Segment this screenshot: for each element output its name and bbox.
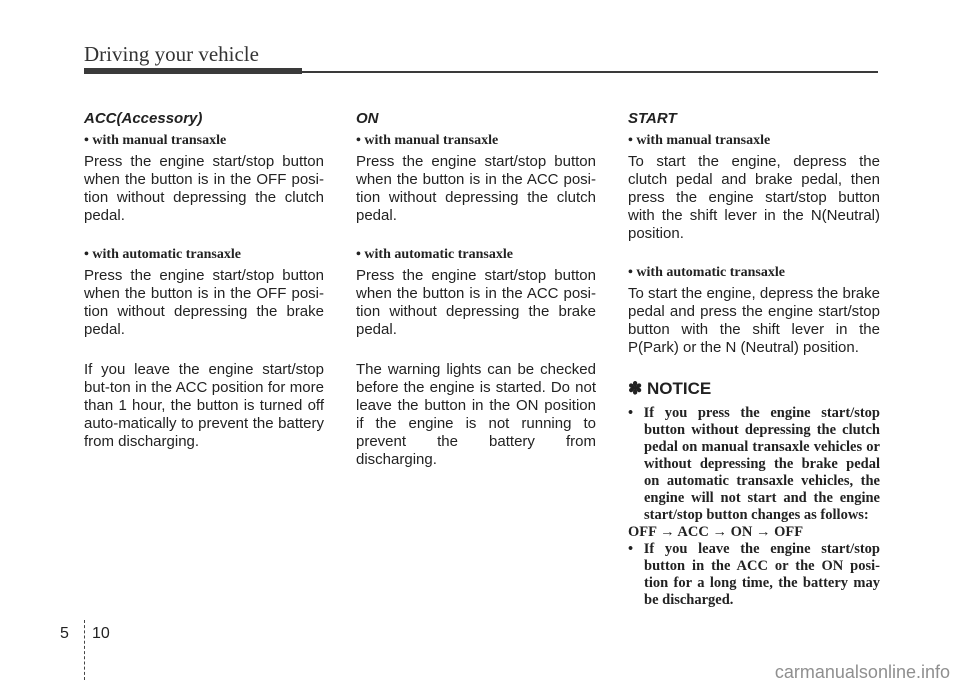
paragraph: Press the engine start/stop button when the button is in the ACC posi-tion without depressing the brake pedal. — [356, 267, 596, 338]
page-divider — [84, 620, 86, 680]
header-rule-accent — [84, 68, 302, 74]
column-start — [628, 110, 880, 609]
page-number: 10 — [92, 625, 110, 642]
subheading: • with automatic transaxle — [84, 247, 241, 262]
column-heading: ACC(Accessory) — [84, 110, 203, 127]
paragraph: To start the engine, depress the brake pedal and press the engine start/stop button with the shift lever in the P(Park) or the N (Neutral) position. — [628, 285, 880, 356]
subheading: • with automatic transaxle — [356, 247, 513, 262]
paragraph: To start the engine, depress the clutch pedal and brake pedal, then press the engine start/stop button with the shift lever in the N(Neutral) position. — [628, 153, 880, 242]
paragraph: Press the engine start/stop button when the button is in the OFF posi-tion without depressing the brake pedal. — [84, 267, 324, 338]
notice-item: • If you press the engine start/stop button without depressing the clutch pedal on manual transaxle vehicles or without depressing the brake pedal on automatic transaxle vehicles, the engine will not start and the engine start/stop button changes as follows: — [628, 405, 880, 523]
chapter-number: 5 — [60, 625, 69, 642]
paragraph: Press the engine start/stop button when the button is in the OFF posi-tion without depressing the clutch pedal. — [84, 153, 324, 224]
column-on — [356, 110, 596, 491]
notice-item: • If you leave the engine start/stop button in the ACC or the ON posi-tion for a long time, the battery may be discharged. — [628, 541, 880, 608]
notice-title: ✽ NOTICE — [628, 379, 712, 398]
paragraph: Press the engine start/stop button when the button is in the ACC posi-tion without depressing the clutch pedal. — [356, 153, 596, 224]
column-heading: START — [628, 110, 677, 127]
subheading: • with manual transaxle — [84, 133, 227, 148]
notice-sequence: OFF → ACC → ON → OFF — [628, 524, 804, 540]
watermark: carmanualsonline.info — [774, 662, 950, 682]
notice-list — [628, 405, 880, 609]
subheading: • with manual transaxle — [628, 133, 771, 148]
section-title: Driving your vehicle — [84, 42, 259, 66]
subheading: • with manual transaxle — [356, 133, 499, 148]
subheading: • with automatic transaxle — [628, 265, 785, 280]
column-heading: ON — [356, 110, 379, 127]
paragraph: If you leave the engine start/stop but-ton in the ACC position for more than 1 hour, the button is turned off auto-matically to prevent the battery from discharging. — [84, 361, 324, 450]
column-acc — [84, 110, 324, 473]
paragraph: The warning lights can be checked before the engine is started. Do not leave the button in the ON position if the engine is not running to prevent the battery from discharging. — [356, 361, 596, 468]
